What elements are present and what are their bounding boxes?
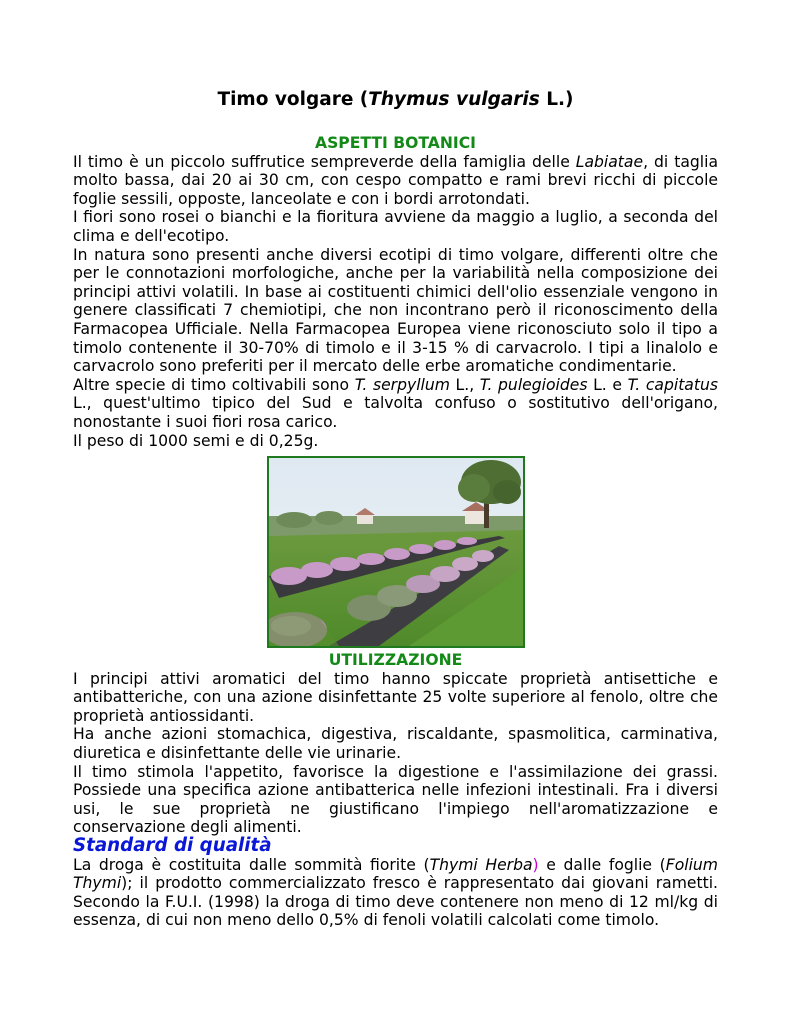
- thyme-field-illustration: [269, 458, 523, 646]
- heading-utilizzazione: UTILIZZAZIONE: [328, 651, 463, 670]
- title-latin-name: Thymus vulgaris: [368, 89, 540, 110]
- family-name: Labiatae: [575, 152, 644, 171]
- paragraph-drug-standard: La droga è costituita dalle sommità fiorite (Thymi Herba) e dalle foglie (Folium Thymi); il prodotto commercializzato fresco è rappresentato dai giovani rametti. Secondo la F.U.I. (1998) la droga di timo deve contenere non meno di 12 ml/kg di essenza, di cui non meno dello 0,5% di fenoli volatili calcolati come timolo.: [73, 855, 718, 930]
- paragraph-flowers: I fiori sono rosei o bianchi e la fioritura avviene da maggio a luglio, a seconda del clima e dell'ecotipo.: [73, 208, 718, 245]
- paragraph-description: Il timo è un piccolo suffrutice sempreverde della famiglia delle Labiatae, di taglia molto bassa, dai 20 ai 30 cm, con cespo compatto e rami brevi ricchi di piccole foglie sessili, opposte, lanceolate e con i bordi arrotondati.: [73, 152, 719, 208]
- heading-aspetti-botanici: ASPETTI BOTANICI: [315, 134, 476, 152]
- paragraph-species: Altre specie di timo coltivabili sono T. serpyllum L., T. pulegioides L. e T. capitatus L., quest'ultimo tipico del Sud e talvolta confuso o sostitutivo dell'origano, nonostante i suoi fiori rosa carico.: [73, 375, 718, 431]
- paragraph-digestion: Il timo stimola l'appetito, favorisce la digestione e l'assimilazione dei grassi. Possiede una specifica azione antibatterica nelle infezioni intestinali. Fra i diversi usi, le sue proprietà ne giustificano l'impiego nell'aromatizzazione e conservazione degli alimenti.: [73, 762, 718, 837]
- magenta-paren: ): [532, 855, 539, 874]
- title-author: L.): [539, 89, 574, 110]
- title-text: Timo volgare (: [217, 89, 369, 110]
- thyme-field-photo: [267, 456, 525, 648]
- paragraph-actions: Ha anche azioni stomachica, digestiva, riscaldante, spasmolitica, carminativa, diuretica e disinfettante delle vie urinarie.: [73, 725, 718, 763]
- paragraph-properties: I principi attivi aromatici del timo hanno spiccate proprietà antisettiche e antibatteriche, con una azione disinfettante 25 volte superiore al fenolo, oltre che proprietà antiossidanti.: [73, 669, 718, 725]
- heading-standard-qualita: Standard di qualità: [73, 835, 272, 857]
- paragraph-seed-weight: Il peso di 1000 semi e di 0,25g.: [73, 431, 319, 450]
- paragraph-ecotypes: In natura sono presenti anche diversi ecotipi di timo volgare, differenti oltre che per le connotazioni morfologiche, anche per la variabilità nella composizione dei principi attivi volatili. In base ai costituenti chimici dell'olio essenziale vengono in genere classificati 7 chemiotipi, che non incontrano però il riconoscimento della Farmacopea Ufficiale. Nella Farmacopea Europea viene riconosciuto solo il tipo a timolo contenente il 30-70% di timolo e il 3-15 % di carvacrolo. I tipi a linalolo e carvacrolo sono preferiti per il mercato delle erbe aromatiche condimentarie.: [73, 245, 718, 376]
- document-page: [73, 88, 718, 930]
- document-title: [73, 88, 718, 112]
